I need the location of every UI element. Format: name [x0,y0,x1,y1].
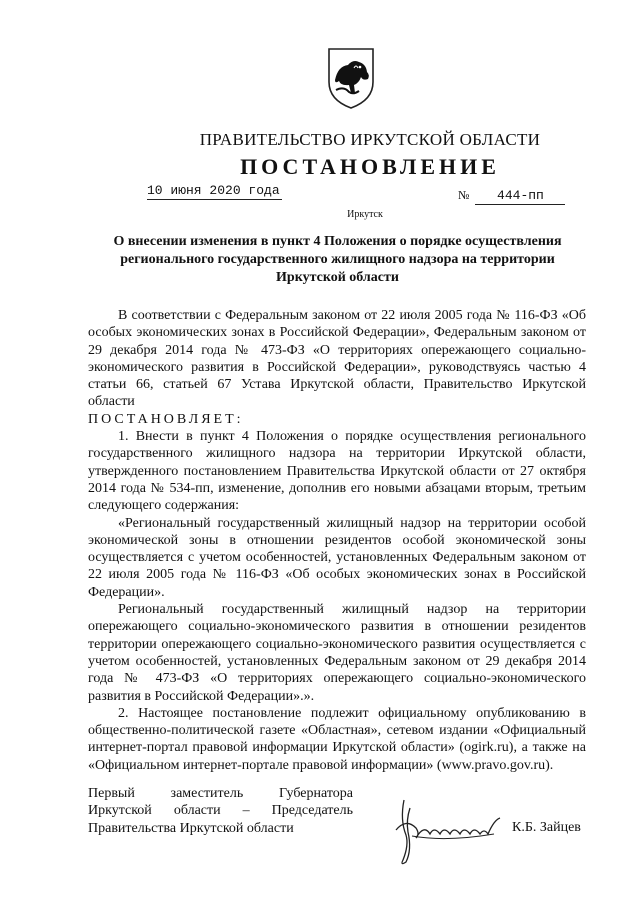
resolves-heading: ПОСТАНОВЛЯЕТ: [88,411,244,427]
title-line: регионального государственного жилищного надзора на территории [120,252,555,267]
quote-paragraph-2: Региональный государственный жилищный надзор на территории опережающего социально-экономического развития в отношении резидентов территории опережающего социально-экономического развития осуществляется с учетом особенностей, установленных Федеральным законом от 29 декабря 2014 года № 473-ФЗ «О территориях опережающего социально-экономического развития в Российской Федерации».». [88,602,586,704]
title-line: О внесении изменения в пункт 4 Положения о порядке осуществления [113,234,562,249]
quote-paragraph-1: «Региональный государственный жилищный надзор на территории особой экономической зоны в отношении резидентов особой экономической зоны осуществляется с учетом особенностей, установленных Федеральным законом от 22 июля 2005 года № 116-ФЗ «Об особых экономических зонах в Российской Федерации». [88,515,586,600]
document-number-block [458,188,565,205]
document-type: ПОСТАНОВЛЕНИЕ [240,154,500,179]
position-line: Первый заместитель Губернатора [88,786,353,801]
handwritten-signature [376,790,511,870]
preamble-paragraph: В соответствии с Федеральным законом от 22 июля 2005 года № 116-ФЗ «Об особых экономических зонах в Российской Федерации», Федеральным законом от 29 декабря 2014 года № 473-ФЗ «О территориях опережающего социально-экономического развития в Российской Федерации», руководствуясь частью 4 статьи 66, статьей 67 Устава Иркутской области, Правительство Иркутской области [88,308,586,410]
government-name: ПРАВИТЕЛЬСТВО ИРКУТСКОЙ ОБЛАСТИ [199,130,541,149]
city-name: Иркутск [347,209,383,220]
signatory-position [88,785,353,837]
document-title [90,233,585,287]
title-line: Иркутской области [276,270,399,285]
signatory-name: К.Б. Зайцев [512,820,581,835]
position-line: Правительства Иркутской области [88,820,294,836]
position-line: Иркутской области – Председатель [88,803,353,819]
item-1-paragraph: 1. Внести в пункт 4 Положения о порядке осуществления регионального государственного жилищного надзора на территории Иркутской области, утвержденного постановлением Правительства Иркутской области от 27 октября 2014 года № 534-пп, изменение, дополнив его новыми абзацами вторым, третьим следующего содержания: [88,429,586,514]
number-sign: № [458,188,470,202]
document-date: 10 июня 2020 года [147,183,280,198]
coat-of-arms-icon [326,46,376,110]
document-number: 444-пп [475,188,565,205]
item-2-paragraph: 2. Настоящее постановление подлежит официальному опубликованию в общественно-политической газете «Областная», сетевом издании «Официальный интернет-портал правовой информации Иркутской области» (ogirk.ru), а также на «Официальном интернет-портале правовой информации» (www.pravo.gov.ru). [88,705,586,773]
document-body [88,307,586,774]
